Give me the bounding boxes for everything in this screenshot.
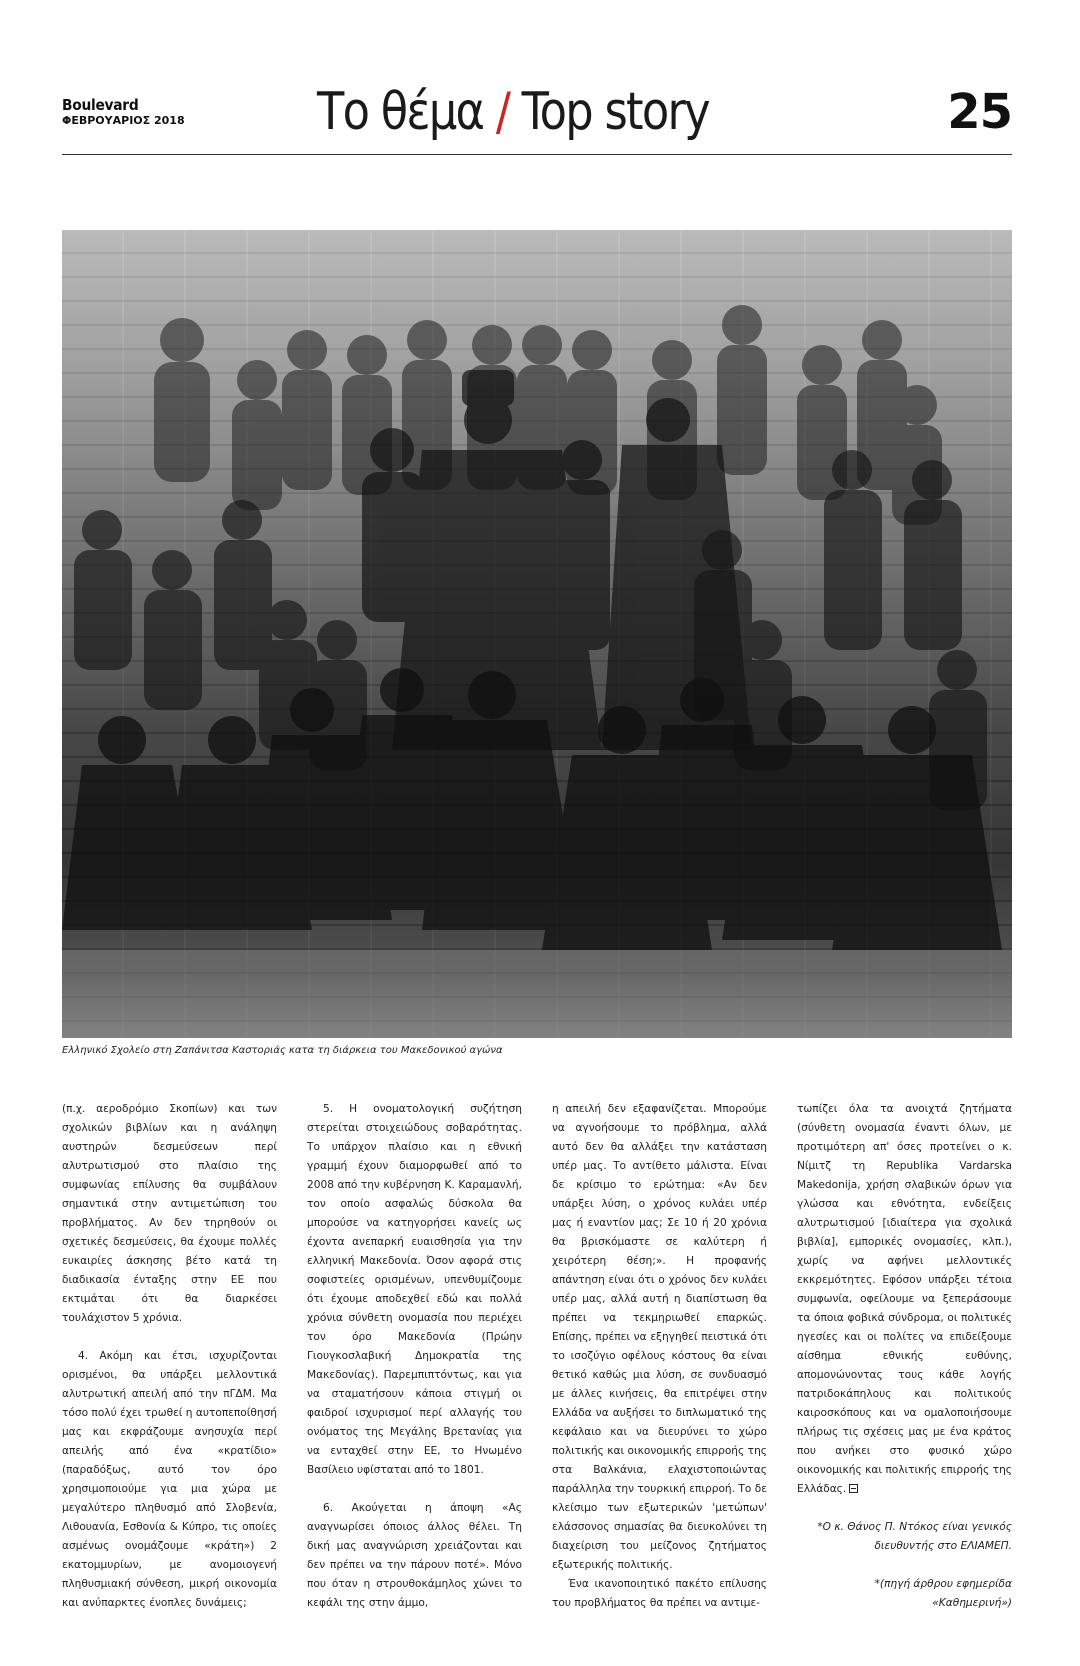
article-body [62,1100,1012,1640]
page-number: 25 [947,84,1012,140]
article-column-1 [62,1100,277,1613]
paragraph: 5. Η ονοματολογική συζήτηση στερείται στοιχειώδους σοβαρότητας. Το υπάρχον πλαίσιο και η εθνική γραμμή έχουν διαμορφωθεί από το 2008 από την κυβέρνηση Κ. Καραμανλή, τον οποίο ασφαλώς δύσκολα θα μπορούσε να κατηγορήσει κανείς ως έχοντα ανεπαρκή ευαισθησία για την ελληνική Μακεδονία. Όσον αφορά στις σοφιστείες ορισμένων, υπενθυμίζουμε ότι έχουμε αποδεχθεί εδώ και πολλά χρόνια σύνθετη ονομασία που περιέχει τον όρο Μακεδονία (Πρώην Γιουγκοσλαβική Δημοκρατία της Μακεδονίας). Παρεμπιπτόντως, και για να σταματήσουν κάποια στιγμή οι φαιδροί ισχυρισμοί περί αλλαγής του ονόματος της Μεγάλης Βρετανίας για να ενταχθεί στην ΕΕ, το Ηνωμένο Βασίλειο υφίσταται από το 1801. [307,1103,522,1476]
page-header [62,80,1012,154]
author-note: *Ο κ. Θάνος Π. Ντόκος είναι γενικός διευθυντής στο ΕΛΙΑΜΕΠ. [817,1521,1012,1552]
paragraph [797,1100,1012,1499]
closing-paragraph-text: τωπίζει όλα τα ανοιχτά ζητήματα (σύνθετη ονομασία έναντι όλων, με προτιμότερη απ' όσες προτείνει ο κ. Νίμιτζ τη Republika Vardarska Makedonija, χρήση σλαβικών όρων για γλώσσα και εθνότητα, ενδείξεις αλυτρωτισμού [ιδιαίτερα για σχολικά βιβλία], εμπορικές ονομασίες, κλπ.), χωρίς να αφήνει μελλοντικές εκκρεμότητες. Εφόσον υπάρξει τέτοια συμφωνία, οφείλουμε να ξεπεράσουμε τα όποια φοβικά σύνδρομα, οι πολιτικές ηγεσίες και οι πολίτες να επιδείξουμε αίσθημα εθνικής ευθύνης, απομονώνοντας τους κάθε λογής πατριδοκάπηλους και πολιτικούς καιροσκόπους και να ομαλοποιήσουμε πλήρως τις σχέσεις μας με ένα κράτος που ανήκει στο φυσικό χώρο οικονομικής και πολιτικής επιρροής της Ελλάδας. [797,1103,1012,1495]
article-column-3 [552,1100,767,1613]
photo-caption: Ελληνικό Σχολείο στη Ζαπάνιτσα Καστοριάς κατα τη διάρκεια του Μακεδονικού αγώνα [62,1045,503,1056]
issue-date: ΦΕΒΡΟΥΑΡΙΟΣ 2018 [62,114,185,127]
photo-silhouettes [62,230,1012,1038]
section-title-english: Top story [521,82,709,142]
source-note: *(πηγή άρθρου εφημερίδα «Καθημερινή») [874,1578,1012,1609]
magazine-brand: Boulevard [62,96,139,114]
article-column-2 [307,1100,522,1613]
paragraph: η απειλή δεν εξαφανίζεται. Μπορούμε να αγνοήσουμε το πρόβλημα, αλλά αυτό δεν θα αλλάξει την κατάσταση υπέρ μας. Το αντίθετο μάλιστα. Είναι δε κρίσιμο το ερώτημα: «Αν δεν υπάρξει λύση, ο χρόνος κυλάει υπέρ μας ή εναντίον μας; Σε 10 ή 20 χρόνια θα βρισκόμαστε σε καλύτερη ή χειρότερη θέση;». Η προφανής απάντηση είναι ότι ο χρόνος δεν κυλάει υπέρ μας, αλλά αυτή η διαπίστωση θα πρέπει να τεκμηριωθεί επαρκώς. Επίσης, πρέπει να εξηγηθεί πειστικά ότι το ισοζύγιο οφέλους κόστους θα είναι θετικό καθώς μια λύση, σε συνδυασμό με άλλες κινήσεις, θα επιτρέψει στην Ελλάδα να αυξήσει το διπλωματικό της κεφάλαιο και να διευρύνει το χώρο πολιτικής και οικονομικής επιρροής της στα Βαλκάνια, ελαχιστοποιώντας παράλληλα την τουρκική επιρροή. Το δε κλείσιμο των εξωτερικών 'μετώπων' ελάσσονος σημασίας θα διευκολύνει τη διαχείριση του μείζονος ζητήματος εξωτερικής πολιτικής. [552,1103,767,1571]
paragraph: 6. Ακούγεται η άποψη «Ας αναγνωρίσει όποιος άλλος θέλει. Τη δική μας αναγνώριση χρειάζονται και δεν πρέπει να την πάρουν ποτέ». Μόνο που όταν η στρουθοκάμηλος χώνει το κεφάλι της στην άμμο, [307,1502,522,1609]
section-title [317,80,764,144]
paragraph: Ένα ικανοποιητικό πακέτο επίλυσης του προβλήματος θα πρέπει να αντιμε- [552,1578,767,1609]
paragraph: 4. Ακόμη και έτσι, ισχυρίζονται ορισμένοι, θα υπάρξει μελλοντικά αλυτρωτική απειλή από την πΓΔΜ. Μα τόσο πολύ έχει τρωθεί η αυτοπεποίθησή μας και εκφράζουμε ανησυχία περί απειλής από ένα «κρατίδιο» (παραδόξως, αυτό τον όρο χρησιμοποιούμε για μια χώρα με μεγαλύτερο πληθυσμό από Σλοβενία, Λιθουανία, Εσθονία & Κύπρο, τις οποίες ασμένως ονομάζουμε «κράτη») 2 εκατομμυρίων, με ανομοιογενή πληθυσμιακή σύνθεση, μικρή οικονομία και ανύπαρκτες ένοπλες δυνάμεις; [62,1350,277,1609]
header-divider [62,154,1012,155]
end-of-article-icon [849,1484,858,1493]
school-photo [62,230,1012,1038]
section-title-separator: / [495,82,510,142]
section-title-greek: Το θέμα [317,82,484,142]
paragraph: (π.χ. αεροδρόμιο Σκοπίων) και των σχολικών βιβλίων και η ανάληψη αυστηρών δεσμεύσεων περί αλυτρωτισμού στο πλαίσιο της συμφωνίας επίλυσης θα συμβάλουν σημαντικά στην αντιμετώπιση του προβλήματος. Αν δεν τηρηθούν οι σχετικές δεσμεύσεις, θα έχουμε πολλές ευκαιρίες άσκησης βέτο κατά τη διαδικασία ένταξης στην ΕΕ που εκτιμάται ότι θα διαρκέσει τουλάχιστον 5 χρόνια. [62,1103,277,1324]
article-column-4 [797,1100,1012,1613]
